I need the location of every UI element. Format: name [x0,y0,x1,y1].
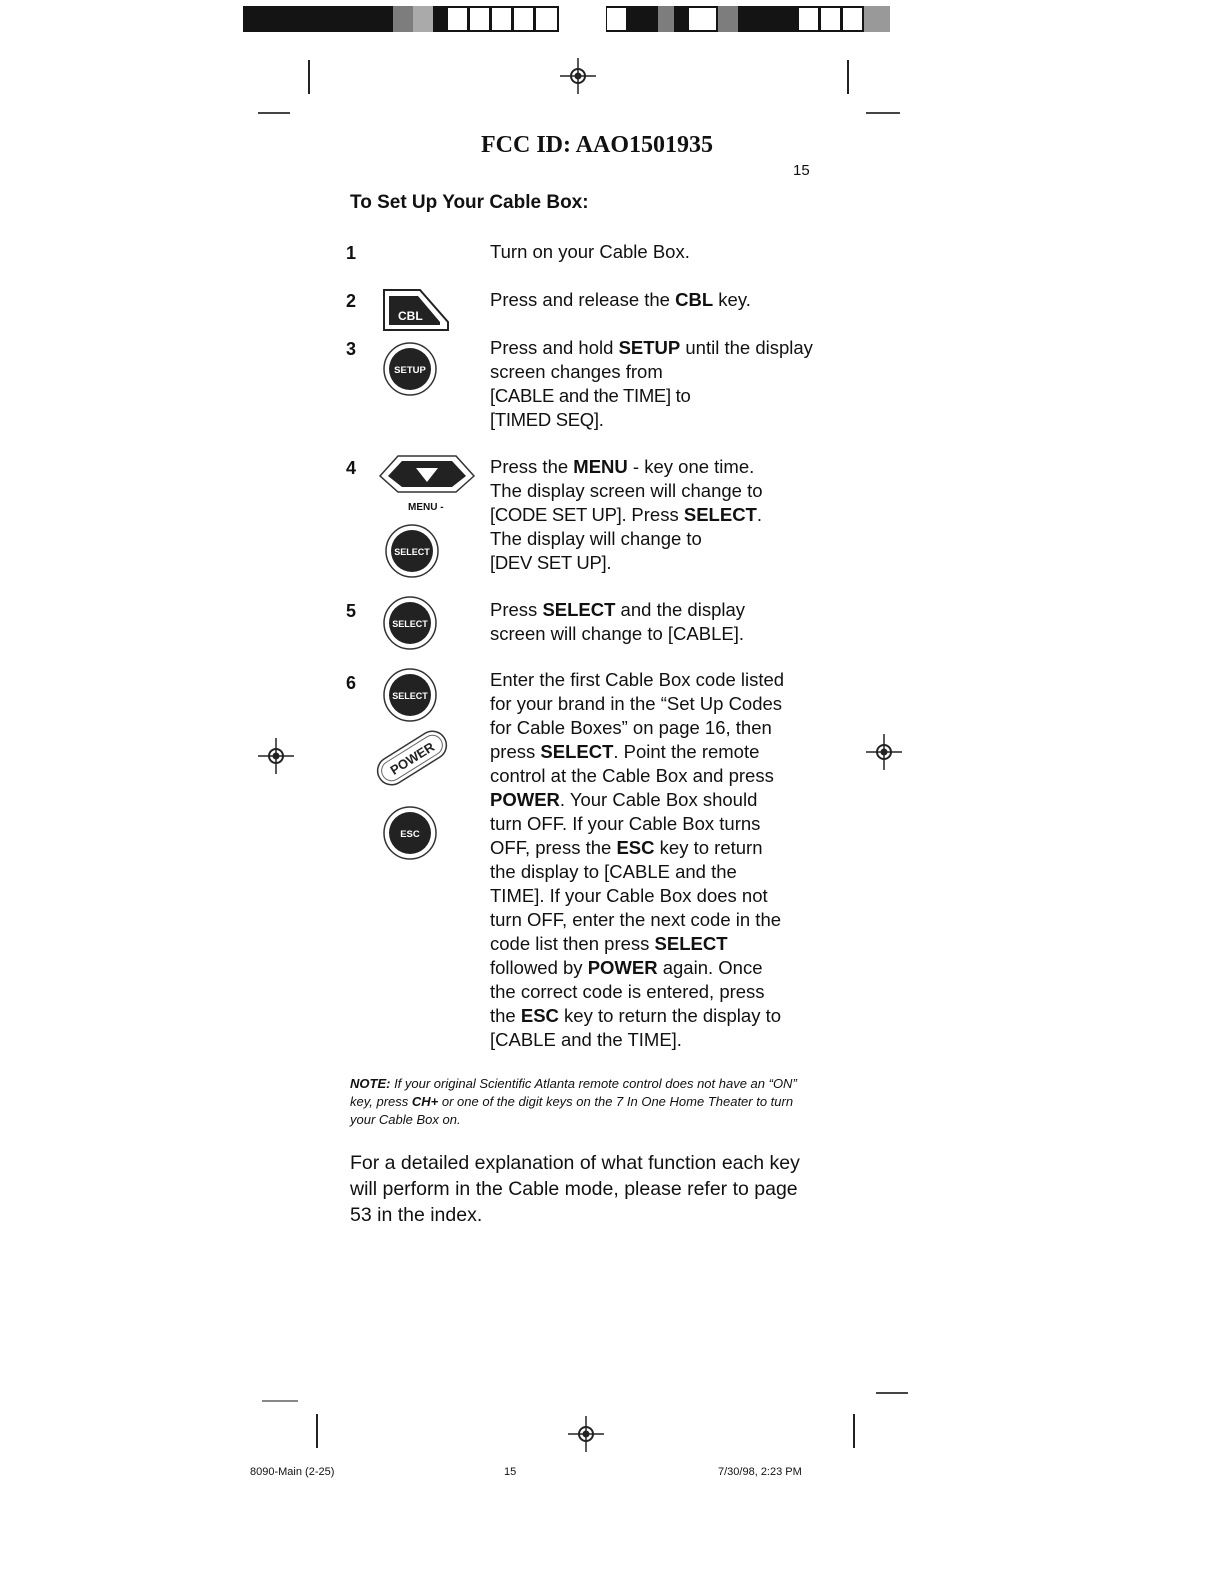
cbl-key-label: CBL [398,309,423,323]
fcc-id: FCC ID: AAO1501935 [481,132,713,158]
select-key-icon [382,594,438,652]
crop-mark [866,112,900,114]
power-key-icon [366,730,458,786]
step-text: Press the MENU - key one time. The display screen will change to [CODE SET UP]. Press SELECT. The display will change to [DEV SET UP]. [490,456,763,573]
footer-file-name: 8090-Main (2-25) [250,1466,335,1478]
page-number: 15 [793,162,810,179]
registration-bar-left [243,6,559,32]
menu-key-label: MENU - [408,502,444,513]
menu-down-key-icon [378,452,476,496]
step-text: Turn on your Cable Box. [490,241,690,262]
step-number: 2 [346,291,357,311]
cbl-key-icon [380,282,452,332]
crop-mark [258,112,290,114]
registration-bar-right [606,6,890,32]
select-key-label: SELECT [392,691,428,701]
select-key-label: SELECT [392,619,428,629]
crop-mark [262,1400,298,1402]
select-key-icon [384,522,440,580]
section-heading: To Set Up Your Cable Box: [350,192,589,213]
crop-mark [853,1414,855,1448]
registration-target-icon [866,734,902,770]
step-number: 3 [346,339,357,359]
step-number: 4 [346,458,357,478]
crop-mark [316,1414,318,1448]
step-text: Enter the first Cable Box code listed for your brand in the “Set Up Codes for Cable Boxes” on page 16, then press SELECT. Point the remote control at the Cable Box and press POWER. Your Cable Box should turn OFF. If your Cable Box turns OFF, press the ESC key to return the display to [CABLE and the TIME]. If your Cable Box does not turn OFF, enter the next code in the code list then press SELECT followed by POWER again. Once the correct code is entered, press the ESC key to return the display to [CABLE and the TIME]. [490,669,785,1050]
step-number: 6 [346,673,357,693]
note-label: NOTE: [350,1076,391,1091]
footer-timestamp: 7/30/98, 2:23 PM [718,1466,802,1478]
registration-target-icon [568,1416,604,1452]
esc-key-icon [382,804,438,862]
select-key-label: SELECT [394,547,430,557]
footer-page-number: 15 [504,1466,517,1478]
registration-target-icon [560,58,596,94]
step-number: 1 [346,243,357,263]
select-key-icon [382,666,438,724]
registration-target-icon [258,738,294,774]
step-number: 5 [346,601,357,621]
note: NOTE: If your original Scientific Atlanta remote control does not have an “ON” key, press CH+ or one of the digit keys on the 7 In One Home Theater to turn your Cable Box on. [350,1076,797,1127]
setup-key-label: SETUP [394,365,426,376]
power-key-label: POWER [387,739,438,778]
closing-paragraph: For a detailed explanation of what function each key will perform in the Cable mode, please refer to page 53 in the index. [350,1152,800,1226]
esc-key-label: ESC [400,829,420,840]
crop-mark [308,60,310,94]
crop-mark [847,60,849,94]
step-text: Press SELECT and the display screen will change to [CABLE]. [490,599,746,644]
setup-key-icon [382,340,438,398]
step-text: Press and release the CBL key. [490,289,751,310]
crop-mark [876,1392,908,1394]
step-text: Press and hold SETUP until the display screen changes from [CABLE and the TIME] to [TIMED SEQ]. [490,337,813,430]
